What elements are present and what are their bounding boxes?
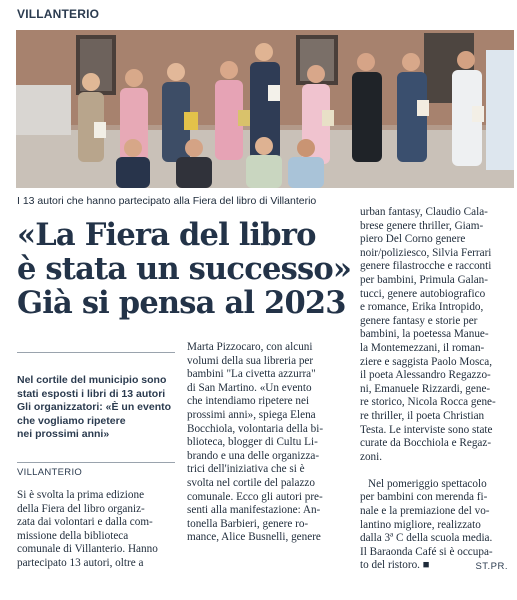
text-line: missione della biblioteca <box>17 529 129 542</box>
text-line: genere fantasy e storie per <box>360 314 478 327</box>
headline <box>17 218 357 320</box>
text-line: curate da Bocchiola e Regaz- <box>360 437 492 450</box>
divider <box>17 352 175 353</box>
text-line: della Fiera del libro organiz- <box>17 502 145 515</box>
summary <box>17 374 177 442</box>
divider <box>17 462 175 463</box>
text-line: nale e la premiazione del vo- <box>360 505 490 518</box>
summary-line: nei prossimi anni» <box>17 428 110 440</box>
group-photo-illustration <box>16 30 514 188</box>
text-line: tonella Barbieri, genere ro- <box>187 517 309 530</box>
text-line: Il Baraonda Café si è occupa- <box>360 545 493 558</box>
headline-line-1: «La Fiera del libro <box>17 217 316 253</box>
text-line: zoni. <box>360 450 383 463</box>
summary-line: che vogliamo ripetere <box>17 414 126 427</box>
text-line: brese genere thriller, Giam- <box>360 219 484 232</box>
article-column-2 <box>187 341 352 545</box>
text-line: re storico, Nicola Rocca gene- <box>360 396 496 409</box>
text-line: prossimi anni», spiega Elena <box>187 408 316 421</box>
text-line: ni, Emanuele Rizzardi, gene- <box>360 382 491 395</box>
text-line: di San Martino. «Un evento <box>187 381 312 394</box>
text-line: dalla 3ª C della scuola media. <box>360 532 493 545</box>
headline-line-3: Già si pensa al 2023 <box>17 285 346 321</box>
text-line: genere filastrocche e racconti <box>360 260 492 273</box>
summary-line: Nel cortile del municipio sono <box>17 374 167 386</box>
text-line: urban fantasy, Claudio Cala- <box>360 206 488 218</box>
headline-line-2: è stata un successo» <box>17 251 352 287</box>
text-line: e romance, Erika Intropido, <box>360 301 484 314</box>
text-line: piero Del Corno genere <box>360 233 466 246</box>
text-line: lantino migliore, realizzato <box>360 518 481 531</box>
text-line: comunale. Ecco gli autori pre- <box>187 490 323 503</box>
text-line: che intendiamo ripetere nei <box>187 395 310 408</box>
text-line: senti alla manifestazione: An- <box>187 504 321 517</box>
text-line: re thriller, il poeta Christian <box>360 409 485 422</box>
article-column-1 <box>17 489 175 571</box>
text-line: la Montemezzani, il roman- <box>360 341 485 354</box>
text-line: Si è svolta la prima edizione <box>17 489 145 501</box>
text-line: comunale di Villanterio. Hanno <box>17 543 158 556</box>
text-line: Nel pomeriggio spettacolo <box>368 477 487 490</box>
text-line: volumi della sua libreria per <box>187 354 314 367</box>
text-line: partecipato 13 autori, oltre a <box>17 556 144 569</box>
text-line: blioteca, blogger di Cultu Li- <box>187 436 318 449</box>
photo-caption: I 13 autori che hanno partecipato alla Fiera del libro di Villanterio <box>17 195 317 207</box>
article-column-3 <box>360 206 513 573</box>
text-line: ziere e saggista Paolo Mosca, <box>360 355 493 368</box>
text-line: noir/poliziesco, Silvia Ferrari <box>360 246 492 259</box>
section-label: VILLANTERIO <box>17 7 100 21</box>
summary-line: stati esposti i libri di 13 autori <box>17 387 166 400</box>
text-line: tucci, genere autobiografico <box>360 287 486 300</box>
paragraph-break <box>360 464 513 478</box>
text-line: trici dell'iniziativa che si è <box>187 463 305 476</box>
text-line: mance, Alice Busnelli, genere <box>187 531 321 544</box>
group-photo <box>16 30 514 188</box>
text-line: per bambini, Primula Galan- <box>360 273 489 286</box>
text-line: brando e una delle organizza- <box>187 449 320 462</box>
author-signature: ST.PR. <box>475 561 508 572</box>
text-line: il poeta Alessandro Regazzo- <box>360 369 491 382</box>
byline: VILLANTERIO <box>17 467 83 478</box>
text-line: Bocchiola, volontaria della bi- <box>187 422 324 435</box>
text-line: to del ristoro. ■ <box>360 559 430 572</box>
text-line: bambini "La civetta azzurra" <box>187 368 316 381</box>
text-line: bambini, la poetessa Manue- <box>360 328 489 341</box>
text-line: Testa. Le interviste sono state <box>360 423 493 436</box>
text-line: zata dai volontari e dalla com- <box>17 516 153 529</box>
text-line: svolta nel cortile del palazzo <box>187 476 315 489</box>
text-line: per bambini con merenda fi- <box>360 491 488 504</box>
summary-line: Gli organizzatori: «È un evento <box>17 401 172 413</box>
text-line: Marta Pizzocaro, con alcuni <box>187 341 313 353</box>
